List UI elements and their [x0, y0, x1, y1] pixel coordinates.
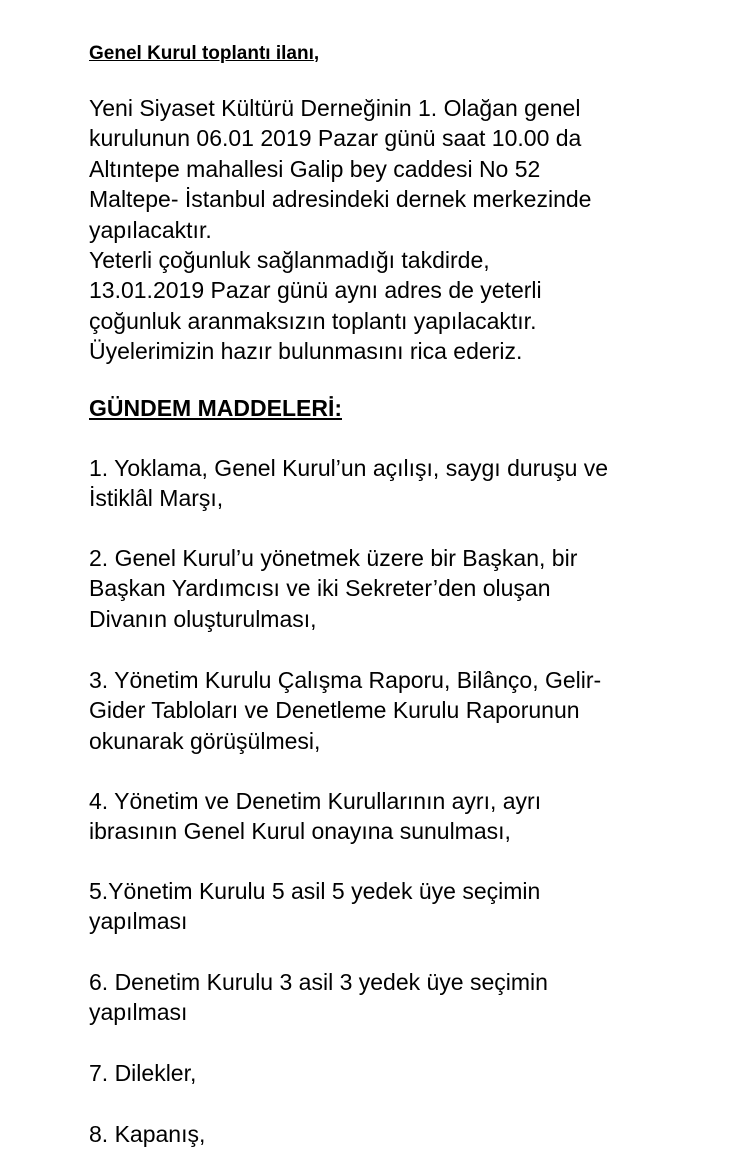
agenda-item-line: Gider Tabloları ve Denetleme Kurulu Raporunun: [89, 697, 580, 724]
intro-line: Üyelerimizin hazır bulunmasını rica ederiz.: [89, 338, 523, 365]
agenda-item-2: [89, 543, 729, 634]
notice-title: [89, 42, 319, 66]
agenda-item-4: [89, 786, 729, 847]
intro-line: çoğunluk aranmaksızın toplantı yapılacaktır.: [89, 307, 537, 334]
agenda-item-3: [89, 665, 729, 756]
agenda-item-line: 4. Yönetim ve Denetim Kurullarının ayrı, ayrı: [89, 788, 542, 814]
agenda-item-line: okunarak görüşülmesi,: [89, 727, 321, 754]
agenda-item-1: [89, 453, 729, 514]
agenda-item-line: 2. Genel Kurul’u yönetmek üzere bir Başkan, bir: [89, 545, 578, 571]
intro-line: 13.01.2019 Pazar günü aynı adres de yeterli: [89, 277, 542, 304]
notice-title-text: Genel Kurul toplantı ilanı: [89, 43, 314, 64]
agenda-item-line: Başkan Yardımcısı ve iki Sekreter’den oluşan: [89, 575, 551, 602]
intro-line: Altıntepe mahallesi Galip bey caddesi No 52: [89, 155, 541, 182]
intro-line: yapılacaktır.: [89, 216, 212, 243]
intro-line: kurulunun 06.01 2019 Pazar günü saat 10.00 da: [89, 125, 582, 152]
intro-line: Maltepe- İstanbul adresindeki dernek merkezinde: [89, 186, 592, 213]
agenda-heading: GÜNDEM MADDELERİ:: [89, 395, 342, 421]
agenda-item-line: 5.Yönetim Kurulu 5 asil 5 yedek üye seçimin: [89, 878, 541, 904]
agenda-item-line: 1. Yoklama, Genel Kurul’un açılışı, saygı duruşu ve: [89, 455, 609, 481]
intro-line: Yeni Siyaset Kültürü Derneğinin 1. Olağan genel: [89, 95, 581, 121]
agenda-item-line: 3. Yönetim Kurulu Çalışma Raporu, Bilânço, Gelir-: [89, 667, 602, 693]
agenda-item-line: İstiklâl Marşı,: [89, 485, 224, 512]
agenda-item-6: [89, 967, 729, 1028]
agenda-item-line: Divanın oluşturulması,: [89, 605, 317, 632]
notice-intro-paragraph: [89, 93, 729, 367]
agenda-item-line: ibrasının Genel Kurul onayına sunulması,: [89, 818, 511, 845]
agenda-item-line: yapılması: [89, 908, 188, 935]
notice-title-suffix: ,: [313, 43, 320, 64]
agenda-item-5: [89, 876, 729, 937]
agenda-item-8: [89, 1119, 729, 1149]
agenda-item-line: 8. Kapanış,: [89, 1121, 206, 1147]
agenda-item-line: 6. Denetim Kurulu 3 asil 3 yedek üye seçimin: [89, 969, 548, 995]
agenda-item-7: [89, 1058, 729, 1088]
agenda-item-line: 7. Dilekler,: [89, 1060, 197, 1086]
agenda-item-line: yapılması: [89, 999, 188, 1026]
intro-line: Yeterli çoğunluk sağlanmadığı takdirde,: [89, 247, 490, 274]
